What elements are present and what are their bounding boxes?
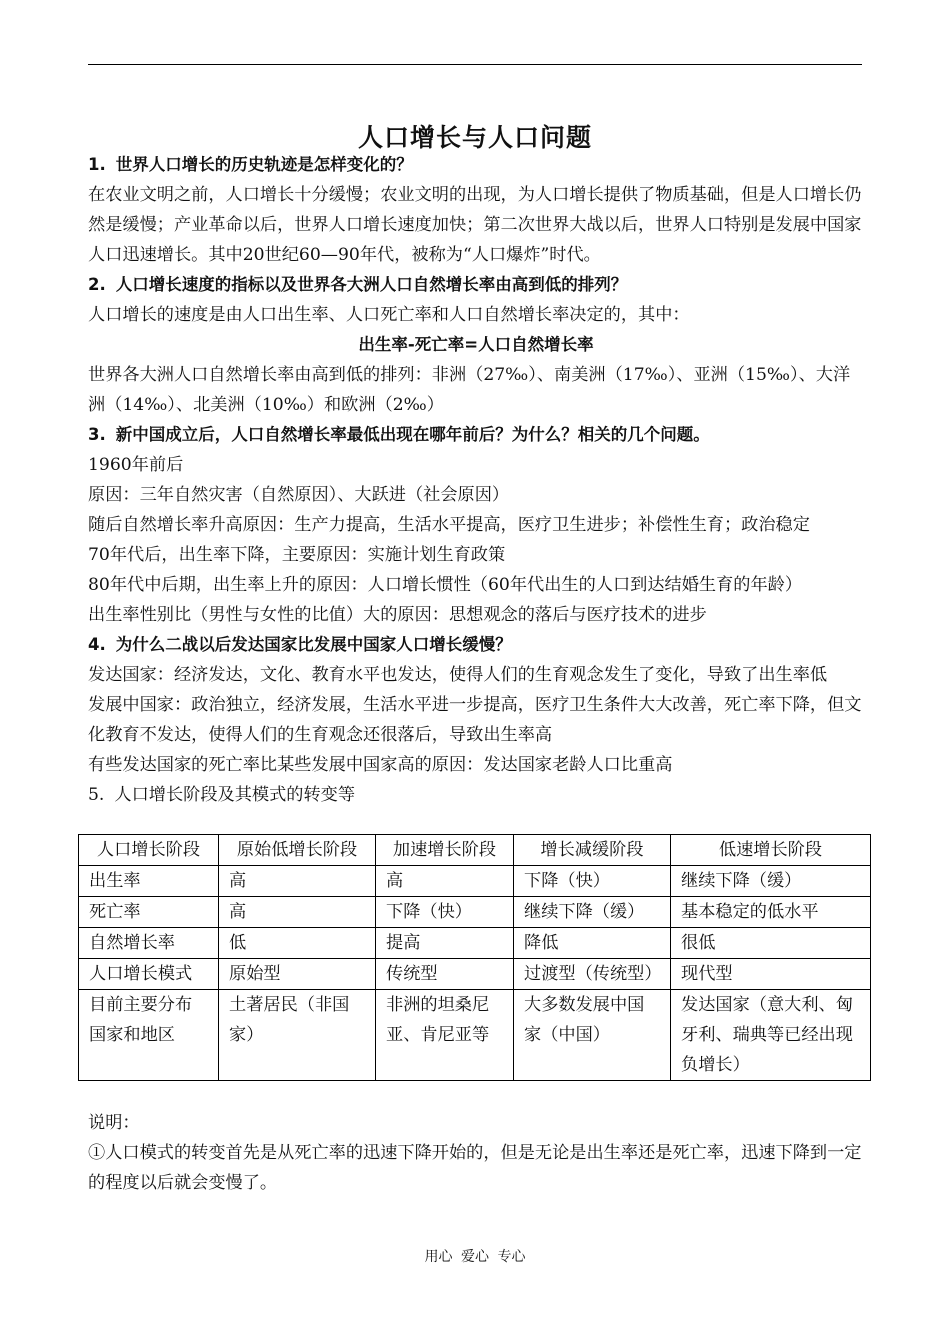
question-2: 2. 人口增长速度的指标以及世界各大洲人口自然增长率由高到低的排列？ <box>88 275 628 294</box>
notes-label: 说明： <box>88 1113 140 1133</box>
table-row <box>79 897 871 928</box>
table-cell: 非洲的坦桑尼亚、肯尼亚等 <box>376 990 514 1081</box>
answer-3-line: 80年代中后期，出生率上升的原因：人口增长惯性（60年代出生的人口到达结婚生育的年龄） <box>88 575 803 595</box>
table-cell: 继续下降（缓） <box>514 897 671 928</box>
table-cell: 发达国家（意大利、匈牙利、瑞典等已经出现负增长） <box>671 990 871 1081</box>
table-row <box>79 928 871 959</box>
table-cell: 目前主要分布国家和地区 <box>79 990 219 1081</box>
notes-section <box>88 1108 864 1198</box>
population-stage-table <box>78 834 871 1081</box>
answer-3-line: 原因：三年自然灾害（自然原因）、大跃进（社会原因） <box>88 485 510 505</box>
answer-4-line: 发展中国家：政治独立，经济发展，生活水平进一步提高，医疗卫生条件大大改善，死亡率下降，但文化教育不发达，使得人们的生育观念还很落后，导致出生率高 <box>88 695 862 745</box>
table-cell: 土著居民（非国家） <box>219 990 376 1081</box>
table-cell: 传统型 <box>376 959 514 990</box>
page-footer: 用心 爱心 专心 <box>424 1249 526 1265</box>
answer-3-line: 70年代后，出生率下降，主要原因：实施计划生育政策 <box>88 545 506 565</box>
answer-2-ranking: 世界各大洲人口自然增长率由高到低的排列：非洲（27‰）、南美洲（17‰）、亚洲（15‰）、大洋洲（14‰）、北美洲（10‰）和欧洲（2‰） <box>88 365 851 415</box>
table-header-row <box>79 835 871 866</box>
table-cell: 大多数发展中国家（中国） <box>514 990 671 1081</box>
answer-1: 在农业文明之前，人口增长十分缓慢；农业文明的出现，为人口增长提供了物质基础，但是人口增长仍然是缓慢；产业革命以后，世界人口增长速度加快；第二次世界大战以后，世界人口特别是发展中国家人口迅速增长。其中20世纪60—90年代，被称为“人口爆炸”时代。 <box>88 185 862 265</box>
table-row <box>79 866 871 897</box>
table-cell: 下降（快） <box>514 866 671 897</box>
table-cell: 原始型 <box>219 959 376 990</box>
table-cell: 继续下降（缓） <box>671 866 871 897</box>
table-cell: 现代型 <box>671 959 871 990</box>
question-4: 4. 为什么二战以后发达国家比发展中国家人口增长缓慢？ <box>88 635 512 654</box>
answer-4-line: 发达国家：经济发达，文化、教育水平也发达，使得人们的生育观念发生了变化，导致了出生率低 <box>88 665 828 685</box>
question-5: 5. 人口增长阶段及其模式的转变等 <box>88 785 356 805</box>
table-cell: 高 <box>219 866 376 897</box>
page-title: 人口增长与人口问题 <box>357 123 592 152</box>
table-cell: 高 <box>219 897 376 928</box>
table-row <box>79 959 871 990</box>
table-cell: 自然增长率 <box>79 928 219 959</box>
table-header-cell: 增长减缓阶段 <box>514 835 671 866</box>
table-cell: 降低 <box>514 928 671 959</box>
table-header-cell: 低速增长阶段 <box>671 835 871 866</box>
table-row <box>79 990 871 1081</box>
document-body <box>88 150 864 810</box>
answer-2-intro: 人口增长的速度是由人口出生率、人口死亡率和人口自然增长率决定的，其中： <box>88 305 690 325</box>
table-cell: 基本稳定的低水平 <box>671 897 871 928</box>
table-cell: 下降（快） <box>376 897 514 928</box>
question-3: 3. 新中国成立后，人口自然增长率最低出现在哪年前后？为什么？相关的几个问题。 <box>88 425 710 444</box>
growth-formula: 出生率-死亡率=人口自然增长率 <box>358 335 594 354</box>
header-rule <box>88 64 862 65</box>
note-item: ①人口模式的转变首先是从死亡率的迅速下降开始的，但是无论是出生率还是死亡率，迅速下降到一定的程度以后就会变慢了。 <box>88 1143 862 1193</box>
table-cell: 过渡型（传统型） <box>514 959 671 990</box>
answer-3-line: 随后自然增长率升高原因：生产力提高，生活水平提高，医疗卫生进步；补偿性生育；政治稳定 <box>88 515 810 535</box>
table-cell: 出生率 <box>79 866 219 897</box>
question-1: 1. 世界人口增长的历史轨迹是怎样变化的？ <box>88 155 413 174</box>
table-cell: 高 <box>376 866 514 897</box>
answer-3-line: 出生率性别比（男性与女性的比值）大的原因：思想观念的落后与医疗技术的进步 <box>88 605 707 625</box>
answer-3-line: 1960年前后 <box>88 455 184 475</box>
table-header-cell: 加速增长阶段 <box>376 835 514 866</box>
table-cell: 提高 <box>376 928 514 959</box>
answer-4-line: 有些发达国家的死亡率比某些发展中国家高的原因：发达国家老龄人口比重高 <box>88 755 673 775</box>
table-cell: 人口增长模式 <box>79 959 219 990</box>
table-cell: 很低 <box>671 928 871 959</box>
table-header-cell: 原始低增长阶段 <box>219 835 376 866</box>
table-cell: 低 <box>219 928 376 959</box>
table-cell: 死亡率 <box>79 897 219 928</box>
table-header-cell: 人口增长阶段 <box>79 835 219 866</box>
